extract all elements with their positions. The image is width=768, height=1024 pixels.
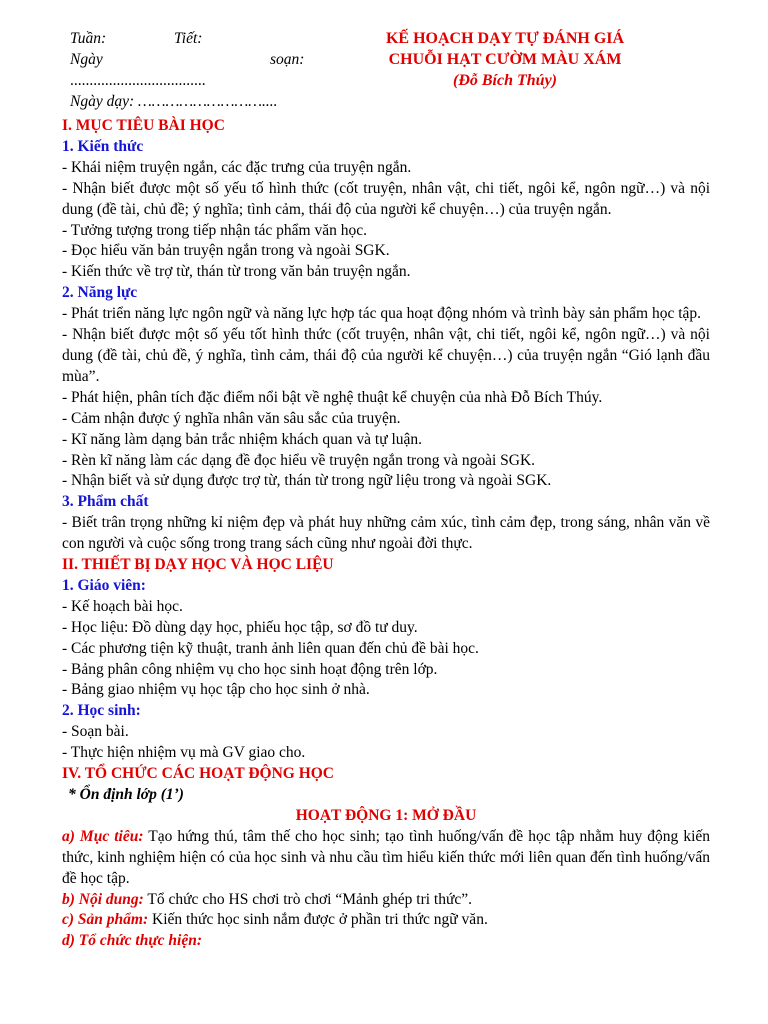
knowledge-item: - Tưởng tượng trong tiếp nhận tác phẩm văn học. [62,221,367,239]
product-text: Kiến thức học sinh nắm được ở phần tri thức ngữ văn. [148,911,488,929]
objective-paragraph [62,827,710,890]
teacher-item: - Bảng giao nhiệm vụ học tập cho học sinh ở nhà. [62,681,370,699]
document-title: KẾ HOẠCH DẠY TỰ ĐÁNH GIÁ [385,30,625,47]
content-label: b) Nội dung: [62,890,144,908]
organization-label: d) Tổ chức thực hiện: [62,932,202,950]
subsection-knowledge-heading: 1. Kiến thức [62,137,144,155]
teacher-item: - Học liệu: Đồ dùng dạy học, phiếu học tập, sơ đồ tư duy. [62,618,418,636]
knowledge-item: - Nhận biết được một số yếu tố hình thức (cốt truyện, nhân vật, chi tiết, ngôi kể, ngôn ngữ…) và nội dung (đề tài, chủ đề; ý nghĩa; tình cảm, thái độ của người kể chuyện…) của truyện ngắn. [62,179,710,218]
content-text: Tổ chức cho HS chơi trò chơi “Mảnh ghép tri thức”. [143,890,473,908]
document-body [62,116,710,952]
section-1-heading: I. MỤC TIÊU BÀI HỌC [62,117,225,134]
teacher-item: - Các phương tiện kỹ thuật, tranh ảnh liên quan đến chủ đề bài học. [62,639,479,657]
competence-item: - Nhận biết được một số yếu tốt hình thức (cốt truyện, nhân vật, chi tiết, ngôi kể, ngôn ngữ…) và nội dung (đề tài, chủ đề, ý nghĩa, tình cảm, thái độ của người kể chuyện…) của truyện ngắn “Gió lạnh đầu mùa”. [62,326,710,385]
tuan-label: Tuần: [70,30,107,47]
lesson-title: CHUỖI HẠT CƯỜM MÀU XÁM [388,51,622,68]
student-item: - Thực hiện nhiệm vụ mà GV giao cho. [62,744,306,762]
document-header [62,0,710,116]
author-name: (Đỗ Bích Thúy) [453,72,557,89]
organization-paragraph [62,931,710,952]
competence-item: - Nhận biết và sử dụng được trợ từ, thán từ trong ngữ liệu trong và ngoài SGK. [62,472,552,490]
quality-item: - Biết trân trọng những kỉ niệm đẹp và phát huy những cảm xúc, tình cảm đẹp, trong sáng, nhân văn về con người và cuộc sống trong trang sách cũng như ngoài đời thực. [62,514,710,553]
competence-item: - Kĩ năng làm dạng bản trắc nhiệm khách quan và tự luận. [62,430,423,448]
ngay-label: Ngày [70,51,103,68]
section-2-heading: II. THIẾT BỊ DẠY HỌC VÀ HỌC LIỆU [62,556,334,574]
ngay-day-label: Ngày dạy: ……………………….... [70,93,278,110]
product-paragraph [62,910,710,931]
activity-1-heading: HOẠT ĐỘNG 1: MỞ ĐẦU [295,806,477,824]
subsection-quality-heading: 3. Phẩm chất [62,493,149,511]
subsection-competence-heading: 2. Năng lực [62,284,138,302]
class-setup-note: * Ổn định lớp (1’) [68,786,184,803]
competence-item: - Cảm nhận được ý nghĩa nhân văn sâu sắc của truyện. [62,409,401,427]
tiet-label: Tiết: [174,30,203,47]
teacher-item: - Bảng phân công nhiệm vụ cho học sinh hoạt động trên lớp. [62,660,438,678]
knowledge-item: - Kiến thức về trợ từ, thán từ trong văn bản truyện ngắn. [62,263,411,281]
competence-item: - Phát hiện, phân tích đặc điểm nổi bật về nghệ thuật kể chuyện của nhà Đỗ Bích Thúy. [62,388,603,406]
objective-text: Tạo hứng thú, tâm thế cho học sinh; tạo tình huống/vấn đề học tập nhằm huy động kiến thức, kinh nghiệm hiện có của học sinh và nhu cầu tìm hiểu kiến thức mới liên quan đến tình huống/vấn đề học tập. [62,827,711,887]
competence-item: - Phát triển năng lực ngôn ngữ và năng lực hợp tác qua hoạt động nhóm và trình bày sản phẩm học tập. [62,305,702,323]
subsection-student-heading: 2. Học sinh: [62,702,141,720]
objective-label: a) Mục tiêu: [62,827,144,845]
date-dots: ................................... [70,72,206,89]
content-paragraph [62,890,710,911]
teacher-item: - Kế hoạch bài học. [62,597,183,615]
competence-item: - Rèn kĩ năng làm các dạng đề đọc hiểu về truyện ngắn trong và ngoài SGK. [62,451,536,469]
knowledge-item: - Đọc hiểu văn bản truyện ngắn trong và ngoài SGK. [62,242,390,260]
subsection-teacher-heading: 1. Giáo viên: [62,576,146,594]
product-label: c) Sản phẩm: [62,911,149,929]
student-item: - Soạn bài. [62,723,129,741]
knowledge-item: - Khái niệm truyện ngắn, các đặc trưng của truyện ngắn. [62,158,412,176]
section-4-heading: IV. TỔ CHỨC CÁC HOẠT ĐỘNG HỌC [62,765,334,783]
soan-label: soạn: [270,51,305,68]
